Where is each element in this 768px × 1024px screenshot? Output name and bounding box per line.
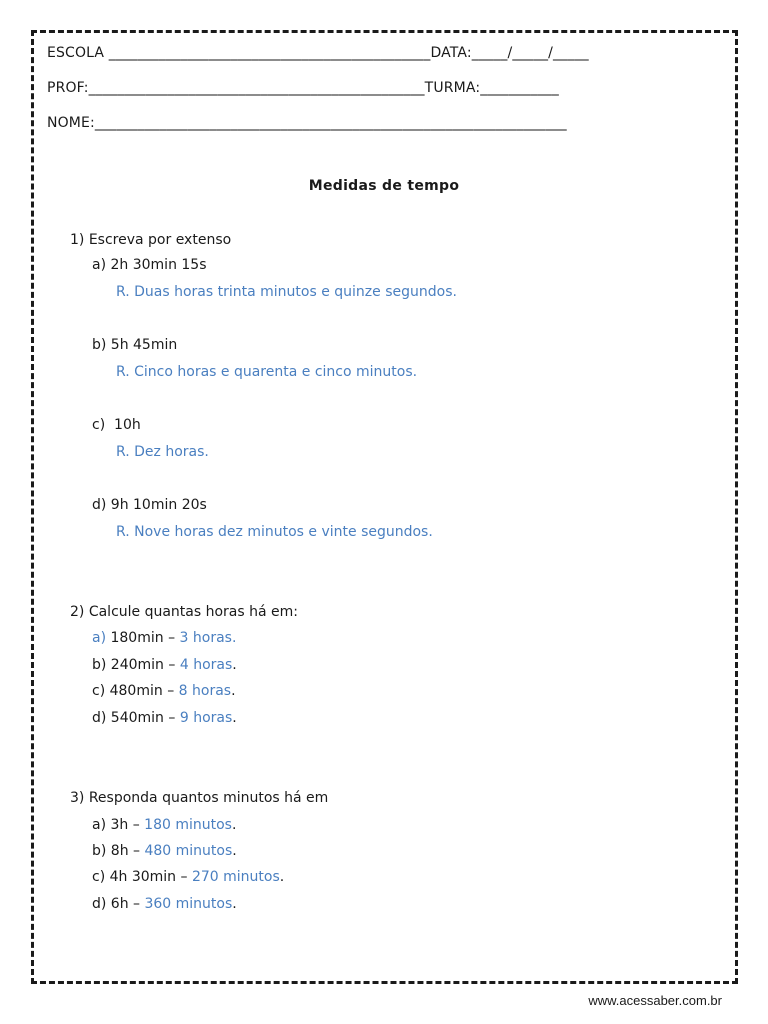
q3-end-c: . bbox=[279, 869, 285, 885]
q3-answer-c: 270 minutos bbox=[191, 869, 280, 885]
q3-item-b bbox=[92, 844, 237, 858]
q2-item-a-prefix: a) bbox=[92, 630, 107, 646]
q2-end-d: . bbox=[232, 710, 237, 726]
footer-url[interactable]: www.acessaber.com.br bbox=[588, 993, 722, 1008]
q2-item-a-label: 180min – bbox=[106, 630, 180, 646]
q1-item-d: d) 9h 10min 20s bbox=[92, 497, 207, 513]
question-3-prompt: 3) Responda quantos minutos há em bbox=[70, 790, 329, 806]
q2-item-b bbox=[92, 658, 237, 672]
q3-end-b: . bbox=[232, 843, 237, 859]
q2-item-d bbox=[92, 711, 237, 725]
q2-item-a bbox=[92, 631, 236, 645]
q2-item-c bbox=[92, 684, 236, 698]
q2-item-b-prefix: b) bbox=[92, 657, 107, 673]
question-1-prompt: 1) Escreva por extenso bbox=[70, 232, 232, 248]
q1-item-c: c) 10h bbox=[92, 417, 141, 433]
q2-end-b: . bbox=[232, 657, 237, 673]
q2-answer-b: 4 horas bbox=[179, 657, 233, 673]
escola-data-line: ESCOLA _____________________________________________DATA:_____/_____/_____ bbox=[47, 45, 589, 61]
q2-end-a: . bbox=[231, 630, 237, 646]
q3-answer-b: 480 minutos bbox=[144, 843, 233, 859]
q3-end-a: . bbox=[231, 817, 237, 833]
q2-item-c-prefix: c) bbox=[92, 683, 106, 699]
q2-item-c-label: 480min – bbox=[105, 683, 179, 699]
q3-item-d-label: d) 6h – bbox=[92, 896, 145, 912]
q3-item-c-label: c) 4h 30min – bbox=[92, 869, 192, 885]
q1-answer-d: R. Nove horas dez minutos e vinte segundos. bbox=[116, 524, 433, 540]
q3-answer-a: 180 minutos bbox=[144, 817, 232, 833]
q1-answer-c: R. Dez horas. bbox=[116, 444, 209, 460]
q2-answer-a: 3 horas bbox=[179, 630, 232, 646]
q3-end-d: . bbox=[232, 896, 237, 912]
q1-answer-b: R. Cinco horas e quarenta e cinco minutos. bbox=[116, 364, 418, 380]
q2-answer-d: 9 horas bbox=[179, 710, 233, 726]
prof-turma-line: PROF:_______________________________________________TURMA:___________ bbox=[47, 80, 559, 96]
worksheet-title: Medidas de tempo bbox=[308, 178, 460, 194]
q2-item-d-label: 540min – bbox=[106, 710, 180, 726]
q1-item-b: b) 5h 45min bbox=[92, 337, 178, 353]
q1-item-a: a) 2h 30min 15s bbox=[92, 257, 207, 273]
q2-answer-c: 8 horas bbox=[178, 683, 232, 699]
question-2-prompt: 2) Calcule quantas horas há em: bbox=[70, 604, 298, 620]
q3-item-a-label: a) 3h – bbox=[92, 817, 145, 833]
q2-end-c: . bbox=[231, 683, 236, 699]
nome-line: NOME:__________________________________________________________________ bbox=[47, 115, 567, 131]
q2-item-d-prefix: d) bbox=[92, 710, 107, 726]
q3-item-d bbox=[92, 897, 237, 911]
q3-item-c bbox=[92, 870, 284, 884]
q3-answer-d: 360 minutos bbox=[144, 896, 233, 912]
q3-item-a bbox=[92, 818, 236, 832]
q1-answer-a: R. Duas horas trinta minutos e quinze segundos. bbox=[116, 284, 457, 300]
q2-item-b-label: 240min – bbox=[106, 657, 180, 673]
q3-item-b-label: b) 8h – bbox=[92, 843, 145, 859]
